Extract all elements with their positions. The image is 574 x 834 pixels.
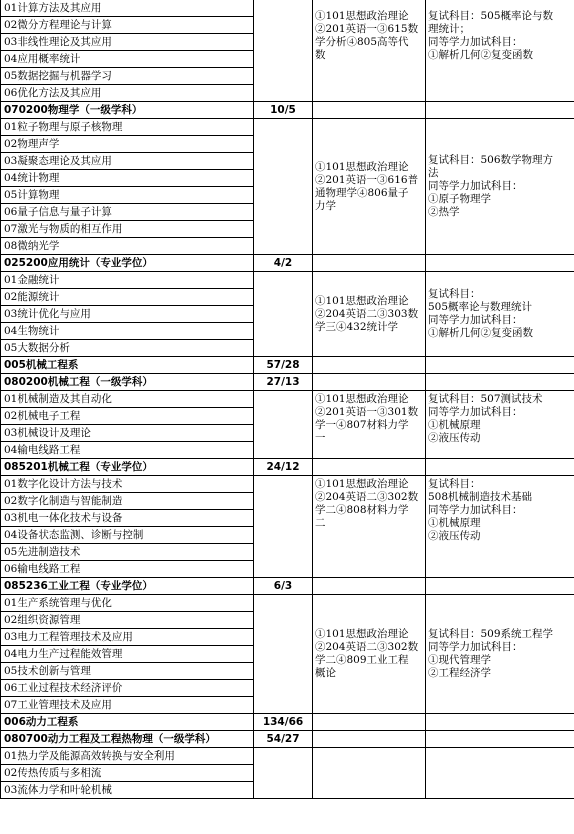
retest-subjects <box>426 748 574 799</box>
quota-cell <box>254 272 313 357</box>
section-row <box>1 374 574 391</box>
exam-subjects: ①101思想政治理论 ②201英语一③615数 学分析④805高等代 数 <box>313 0 426 102</box>
section-quota: 6/3 <box>254 578 313 595</box>
section-row <box>1 255 574 272</box>
research-direction: 02微分方程理论与计算 <box>1 17 254 34</box>
direction-row <box>1 595 574 612</box>
retest-subjects: 复试科目：506数学物理方 法 同等学力加试科目： ①原子物理学 ②热学 <box>426 119 574 255</box>
research-direction: 04输电线路工程 <box>1 442 254 459</box>
section-quota: 10/5 <box>254 102 313 119</box>
exam-subjects: ①101思想政治理论 ②201英语一③301数 学一④807材料力学 一 <box>313 391 426 459</box>
empty-cell <box>426 731 574 748</box>
research-direction: 01粒子物理与原子核物理 <box>1 119 254 136</box>
retest-subjects: 复试科目：507测试技术 同等学力加试科目： ①机械原理 ②液压传动 <box>426 391 574 459</box>
section-row <box>1 578 574 595</box>
quota-cell <box>254 119 313 255</box>
section-name: 085201机械工程（专业学位） <box>1 459 254 476</box>
research-direction: 03统计优化与应用 <box>1 306 254 323</box>
exam-subjects <box>313 748 426 799</box>
section-row <box>1 714 574 731</box>
retest-subjects: 复试科目： 505概率论与数理统计 同等学力加试科目： ①解析几何②复变函数 <box>426 272 574 357</box>
research-direction: 06输电线路工程 <box>1 561 254 578</box>
direction-row <box>1 119 574 136</box>
empty-cell <box>313 731 426 748</box>
section-quota: 57/28 <box>254 357 313 374</box>
empty-cell <box>313 714 426 731</box>
section-quota: 24/12 <box>254 459 313 476</box>
section-row <box>1 357 574 374</box>
retest-subjects: 复试科目：509系统工程学 同等学力加试科目： ①现代管理学 ②工程经济学 <box>426 595 574 714</box>
research-direction: 04生物统计 <box>1 323 254 340</box>
section-name: 085236工业工程（专业学位） <box>1 578 254 595</box>
research-direction: 03非线性理论及其应用 <box>1 34 254 51</box>
empty-cell <box>313 459 426 476</box>
research-direction: 05计算物理 <box>1 187 254 204</box>
research-direction: 04电力生产过程能效管理 <box>1 646 254 663</box>
research-direction: 06量子信息与量子计算 <box>1 204 254 221</box>
empty-cell <box>426 374 574 391</box>
direction-row <box>1 272 574 289</box>
research-direction: 02组织资源管理 <box>1 612 254 629</box>
section-quota: 27/13 <box>254 374 313 391</box>
empty-cell <box>313 102 426 119</box>
research-direction: 05先进制造技术 <box>1 544 254 561</box>
exam-subjects: ①101思想政治理论 ②204英语二③302数 学二④808材料力学 二 <box>313 476 426 578</box>
section-row <box>1 102 574 119</box>
section-name: 080200机械工程（一级学科） <box>1 374 254 391</box>
section-quota: 134/66 <box>254 714 313 731</box>
section-name: 006动力工程系 <box>1 714 254 731</box>
retest-subjects: 复试科目：505概率论与数 理统计； 同等学力加试科目： ①解析几何②复变函数 <box>426 0 574 102</box>
quota-cell <box>254 0 313 102</box>
section-name: 080700动力工程及工程热物理（一级学科） <box>1 731 254 748</box>
quota-cell <box>254 391 313 459</box>
research-direction: 03机电一体化技术与设备 <box>1 510 254 527</box>
section-name: 070200物理学（一级学科） <box>1 102 254 119</box>
empty-cell <box>313 374 426 391</box>
empty-cell <box>313 255 426 272</box>
empty-cell <box>426 357 574 374</box>
section-name: 005机械工程系 <box>1 357 254 374</box>
research-direction: 05数据挖掘与机器学习 <box>1 68 254 85</box>
direction-row <box>1 0 574 17</box>
research-direction: 03流体力学和叶轮机械 <box>1 782 254 799</box>
empty-cell <box>313 578 426 595</box>
quota-cell <box>254 476 313 578</box>
research-direction: 01金融统计 <box>1 272 254 289</box>
research-direction: 03机械设计及理论 <box>1 425 254 442</box>
research-direction: 05技术创新与管理 <box>1 663 254 680</box>
research-direction: 02物理声学 <box>1 136 254 153</box>
section-row <box>1 459 574 476</box>
empty-cell <box>426 255 574 272</box>
empty-cell <box>426 459 574 476</box>
empty-cell <box>426 578 574 595</box>
exam-subjects: ①101思想政治理论 ②204英语二③302数 学二④809工业工程 概论 <box>313 595 426 714</box>
retest-subjects: 复试科目： 508机械制造技术基础 同等学力加试科目： ①机械原理 ②液压传动 <box>426 476 574 578</box>
section-quota: 4/2 <box>254 255 313 272</box>
quota-cell <box>254 595 313 714</box>
section-quota: 54/27 <box>254 731 313 748</box>
research-direction: 04设备状态监测、诊断与控制 <box>1 527 254 544</box>
research-direction: 04统计物理 <box>1 170 254 187</box>
research-direction: 03电力工程管理技术及应用 <box>1 629 254 646</box>
research-direction: 02机械电子工程 <box>1 408 254 425</box>
research-direction: 07工业管理技术及应用 <box>1 697 254 714</box>
research-direction: 06工业过程技术经济评价 <box>1 680 254 697</box>
research-direction: 02传热传质与多相流 <box>1 765 254 782</box>
research-direction: 01计算方法及其应用 <box>1 0 254 17</box>
research-direction: 01生产系统管理与优化 <box>1 595 254 612</box>
research-direction: 01机械制造及其自动化 <box>1 391 254 408</box>
direction-row <box>1 391 574 408</box>
section-name: 025200应用统计（专业学位） <box>1 255 254 272</box>
research-direction: 01数字化设计方法与技术 <box>1 476 254 493</box>
research-direction: 07激光与物质的相互作用 <box>1 221 254 238</box>
research-direction: 06优化方法及其应用 <box>1 85 254 102</box>
research-direction: 08微纳光学 <box>1 238 254 255</box>
direction-row <box>1 476 574 493</box>
research-direction: 02能源统计 <box>1 289 254 306</box>
exam-subjects: ①101思想政治理论 ②204英语二③303数 学三④432统计学 <box>313 272 426 357</box>
empty-cell <box>313 357 426 374</box>
empty-cell <box>426 714 574 731</box>
exam-subjects: ①101思想政治理论 ②201英语一③616普 通物理学④806量子 力学 <box>313 119 426 255</box>
research-direction: 05大数据分析 <box>1 340 254 357</box>
empty-cell <box>426 102 574 119</box>
research-direction: 04应用概率统计 <box>1 51 254 68</box>
quota-cell <box>254 748 313 799</box>
section-row <box>1 731 574 748</box>
research-direction: 02数字化制造与智能制造 <box>1 493 254 510</box>
direction-row <box>1 748 574 765</box>
research-direction: 03凝聚态理论及其应用 <box>1 153 254 170</box>
research-direction: 01热力学及能源高效转换与安全利用 <box>1 748 254 765</box>
